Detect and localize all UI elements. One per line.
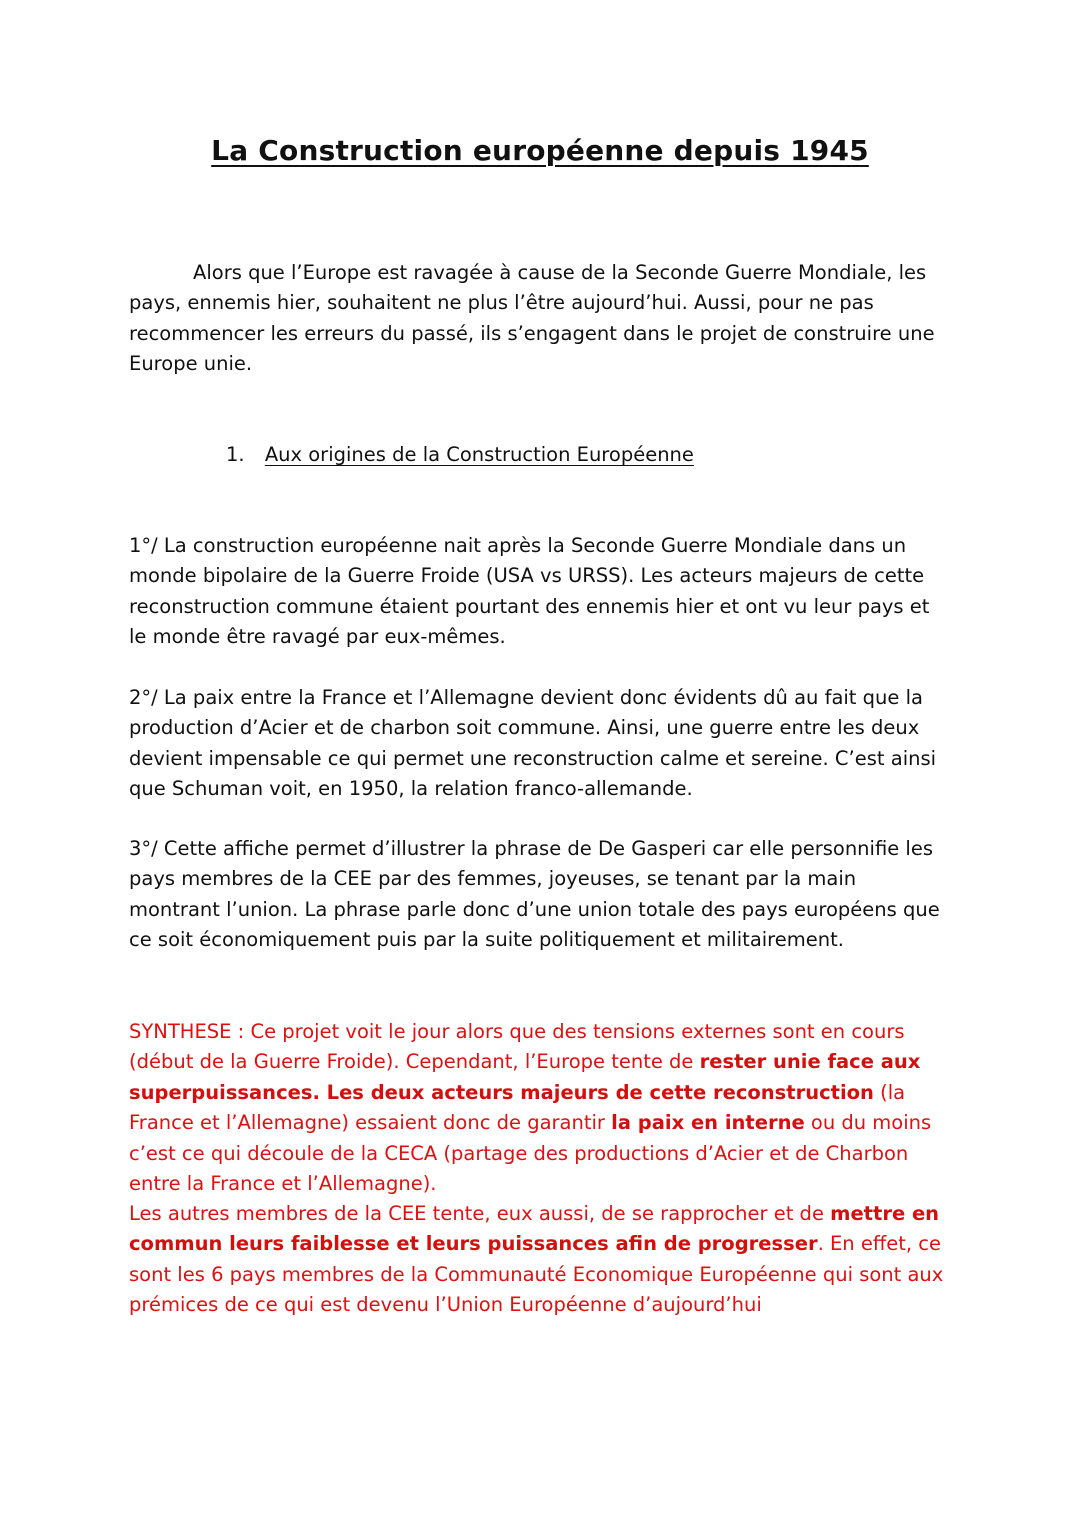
synthese-paragraph-1: [129, 1017, 951, 1199]
synthese-label: SYNTHESE :: [129, 1020, 245, 1043]
synthese-text: Ce projet voit le jour alors que des tensions externes sont en cours (début de la Guerre Froide). Cependant, l’Europe tente de: [129, 1020, 905, 1074]
intro-paragraph: Alors que l’Europe est ravagée à cause de la Seconde Guerre Mondiale, les pays, ennemis hier, souhaitent ne plus l’être aujourd’hui. Aussi, pour ne pas recommencer les erreurs du passé, ils s’engagent dans le projet de construire une Europe unie.: [129, 261, 935, 376]
synthese-text: Les autres membres de la CEE tente, eux aussi, de se rapprocher et de: [129, 1202, 831, 1225]
answer-paragraph-2: 2°/ La paix entre la France et l’Allemagne devient donc évidents dû au fait que la production d’Acier et de charbon soit commune. Ainsi, une guerre entre les deux devient impensable ce qui permet une reconstruction calme et sereine. C’est ainsi que Schuman voit, en 1950, la relation franco-allemande.: [129, 686, 937, 801]
synthese-emphasis: mettre en commun leurs faiblesse et leurs puissances afin de progresser: [129, 1202, 940, 1256]
section-heading-text: Aux origines de la Construction Européenne: [264, 443, 694, 466]
synthese-emphasis: rester unie face aux superpuissances. Les deux acteurs majeurs de cette reconstruction: [129, 1050, 921, 1104]
synthese-text: (la France et l’Allemagne) essaient donc de garantir: [129, 1080, 906, 1135]
answer-paragraph-1: 1°/ La construction européenne nait après la Seconde Guerre Mondiale dans un monde bipolaire de la Guerre Froide (USA vs URSS). Les acteurs majeurs de cette reconstruction commune étaient pourtant des ennemis hier et ont vu leur pays et le monde être ravagé par eux-mêmes.: [129, 534, 930, 649]
synthese-text: ou du moins c’est ce qui découle de la CECA (partage des productions d’Acier et de Charbon entre la France et l’Allemagne).: [129, 1111, 932, 1196]
section-heading: [226, 440, 694, 470]
page-title: La Construction européenne depuis 1945: [211, 134, 869, 167]
answer-paragraph-3: 3°/ Cette affiche permet d’illustrer la phrase de De Gasperi car elle personnifie les pays membres de la CEE par des femmes, joyeuses, se tenant par la main montrant l’union. La phrase parle donc d’une union totale des pays européens que ce soit économiquement puis par la suite politiquement et militairement.: [129, 837, 940, 952]
synthese-text: . En effet, ce sont les 6 pays membres de la Communauté Economique Européenne qui sont aux prémices de ce qui est devenu l’Union Européenne d’aujourd’hui: [129, 1232, 944, 1317]
section-number: 1.: [226, 443, 245, 466]
synthese-paragraph-2: [129, 1199, 951, 1321]
synthese-emphasis: la paix en interne: [611, 1111, 805, 1135]
